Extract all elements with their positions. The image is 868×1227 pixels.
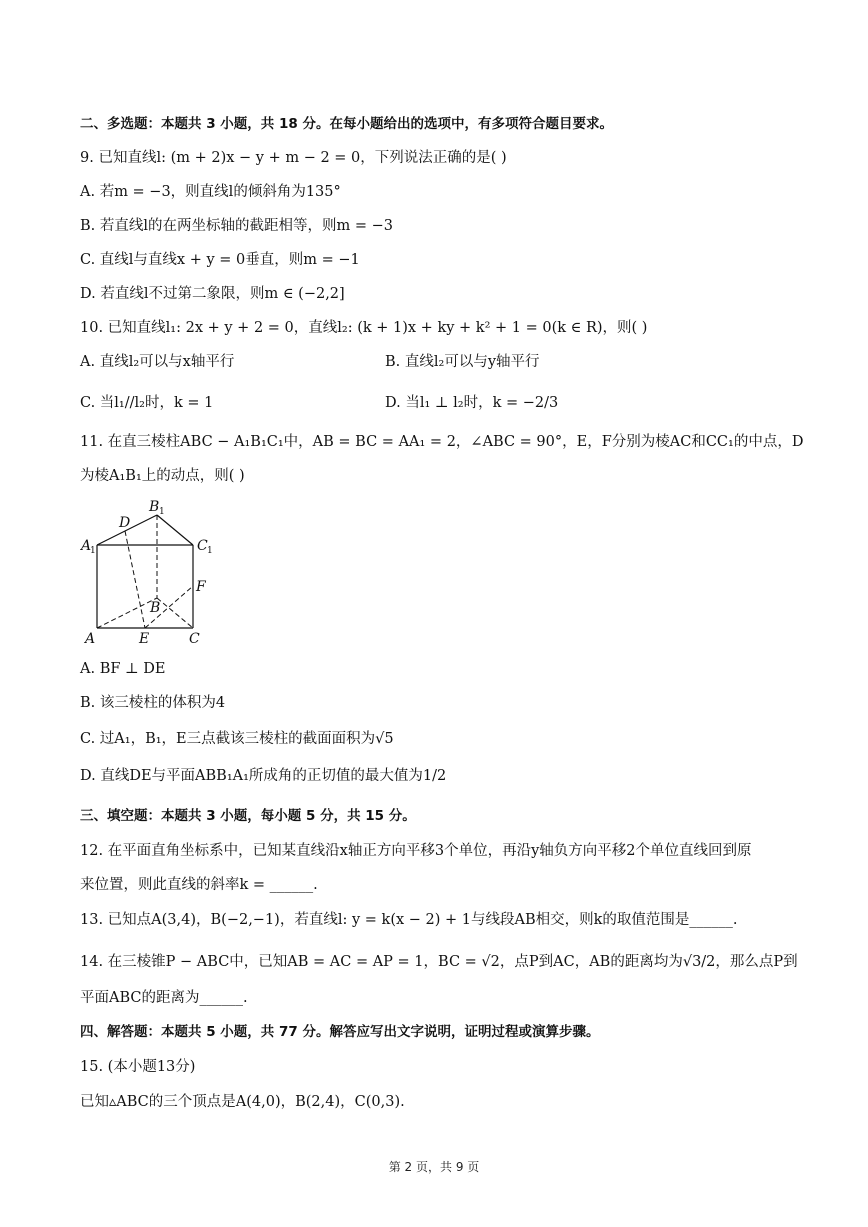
q10-option-d: D. 当l₁ ⊥ l₂时，k = −2/3	[385, 395, 559, 411]
q15-stem: 已知▵ABC的三个顶点是A(4,0)，B(2,4)，C(0,3).	[80, 1094, 405, 1110]
label-b: B	[150, 600, 161, 616]
q11-option-d: D. 直线DE与平面ABB₁A₁所成角的正切值的最大值为1/2	[80, 768, 447, 784]
q9-option-a: A. 若m = −3，则直线l的倾斜角为135°	[80, 184, 341, 200]
q13-stem: 13. 已知点A(3,4)，B(−2,−1)，若直线l: y = k(x − 2) + 1与线段AB相交，则k的取值范围是______.	[80, 912, 738, 928]
prism-figure	[80, 495, 220, 650]
label-c1: C	[197, 538, 208, 554]
q15-title: 15. (本小题13分)	[80, 1059, 196, 1075]
q10-option-c: C. 当l₁//l₂时，k = 1	[80, 395, 214, 411]
q11-option-a: A. BF ⊥ DE	[80, 661, 166, 677]
label-c1-sub: 1	[207, 546, 213, 556]
label-a1: A	[81, 538, 92, 554]
q9-option-c: C. 直线l与直线x + y = 0垂直，则m = −1	[80, 252, 360, 268]
q11-option-b: B. 该三棱柱的体积为4	[80, 695, 226, 711]
label-b1-sub: 1	[159, 507, 165, 517]
q12-line1: 12. 在平面直角坐标系中，已知某直线沿x轴正方向平移3个单位，再沿y轴负方向平移2个单位直线回到原	[80, 843, 752, 859]
q10-stem: 10. 已知直线l₁: 2x + y + 2 = 0，直线l₂: (k + 1)x + ky + k² + 1 = 0(k ∈ R)，则( )	[80, 320, 648, 336]
label-f: F	[196, 579, 206, 595]
q11-option-c: C. 过A₁，B₁，E三点截该三棱柱的截面面积为√5	[80, 731, 394, 747]
q9-option-d: D. 若直线l不过第二象限，则m ∈ (−2,2]	[80, 286, 345, 302]
label-a1-sub: 1	[90, 546, 96, 556]
q14-line1: 14. 在三棱锥P − ABC中，已知AB = AC = AP = 1，BC = √2，点P到AC，AB的距离均为√3/2，那么点P到	[80, 954, 798, 970]
q10-option-a: A. 直线l₂可以与x轴平行	[80, 354, 235, 370]
label-e: E	[139, 631, 150, 647]
q9-option-b: B. 若直线l的在两坐标轴的截距相等，则m = −3	[80, 218, 394, 234]
section-heading-multiple-choice: 二、多选题：本题共 3 小题，共 18 分。在每小题给出的选项中，有多项符合题目要求。	[80, 116, 613, 132]
label-a: A	[85, 631, 96, 647]
label-c: C	[189, 631, 200, 647]
q11-stem-line1: 11. 在直三棱柱ABC − A₁B₁C₁中，AB = BC = AA₁ = 2，∠ABC = 90°，E，F分别为棱AC和CC₁的中点，D	[80, 434, 804, 450]
q14-line2: 平面ABC的距离为______.	[80, 990, 248, 1006]
section-heading-answer: 四、解答题：本题共 5 小题，共 77 分。解答应写出文字说明，证明过程或演算步骤。	[80, 1024, 600, 1040]
page-footer: 第 2 页，共 9 页	[388, 1160, 480, 1174]
q11-stem-line2: 为棱A₁B₁上的动点，则( )	[80, 468, 245, 484]
q10-option-b: B. 直线l₂可以与y轴平行	[385, 354, 540, 370]
label-b1: B	[149, 499, 160, 515]
section-heading-fill-in: 三、填空题：本题共 3 小题，每小题 5 分，共 15 分。	[80, 808, 416, 824]
q9-stem: 9. 已知直线l: (m + 2)x − y + m − 2 = 0，下列说法正确的是( )	[80, 150, 507, 166]
q12-line2: 来位置，则此直线的斜率k = ______.	[80, 877, 318, 893]
label-d: D	[119, 515, 131, 531]
